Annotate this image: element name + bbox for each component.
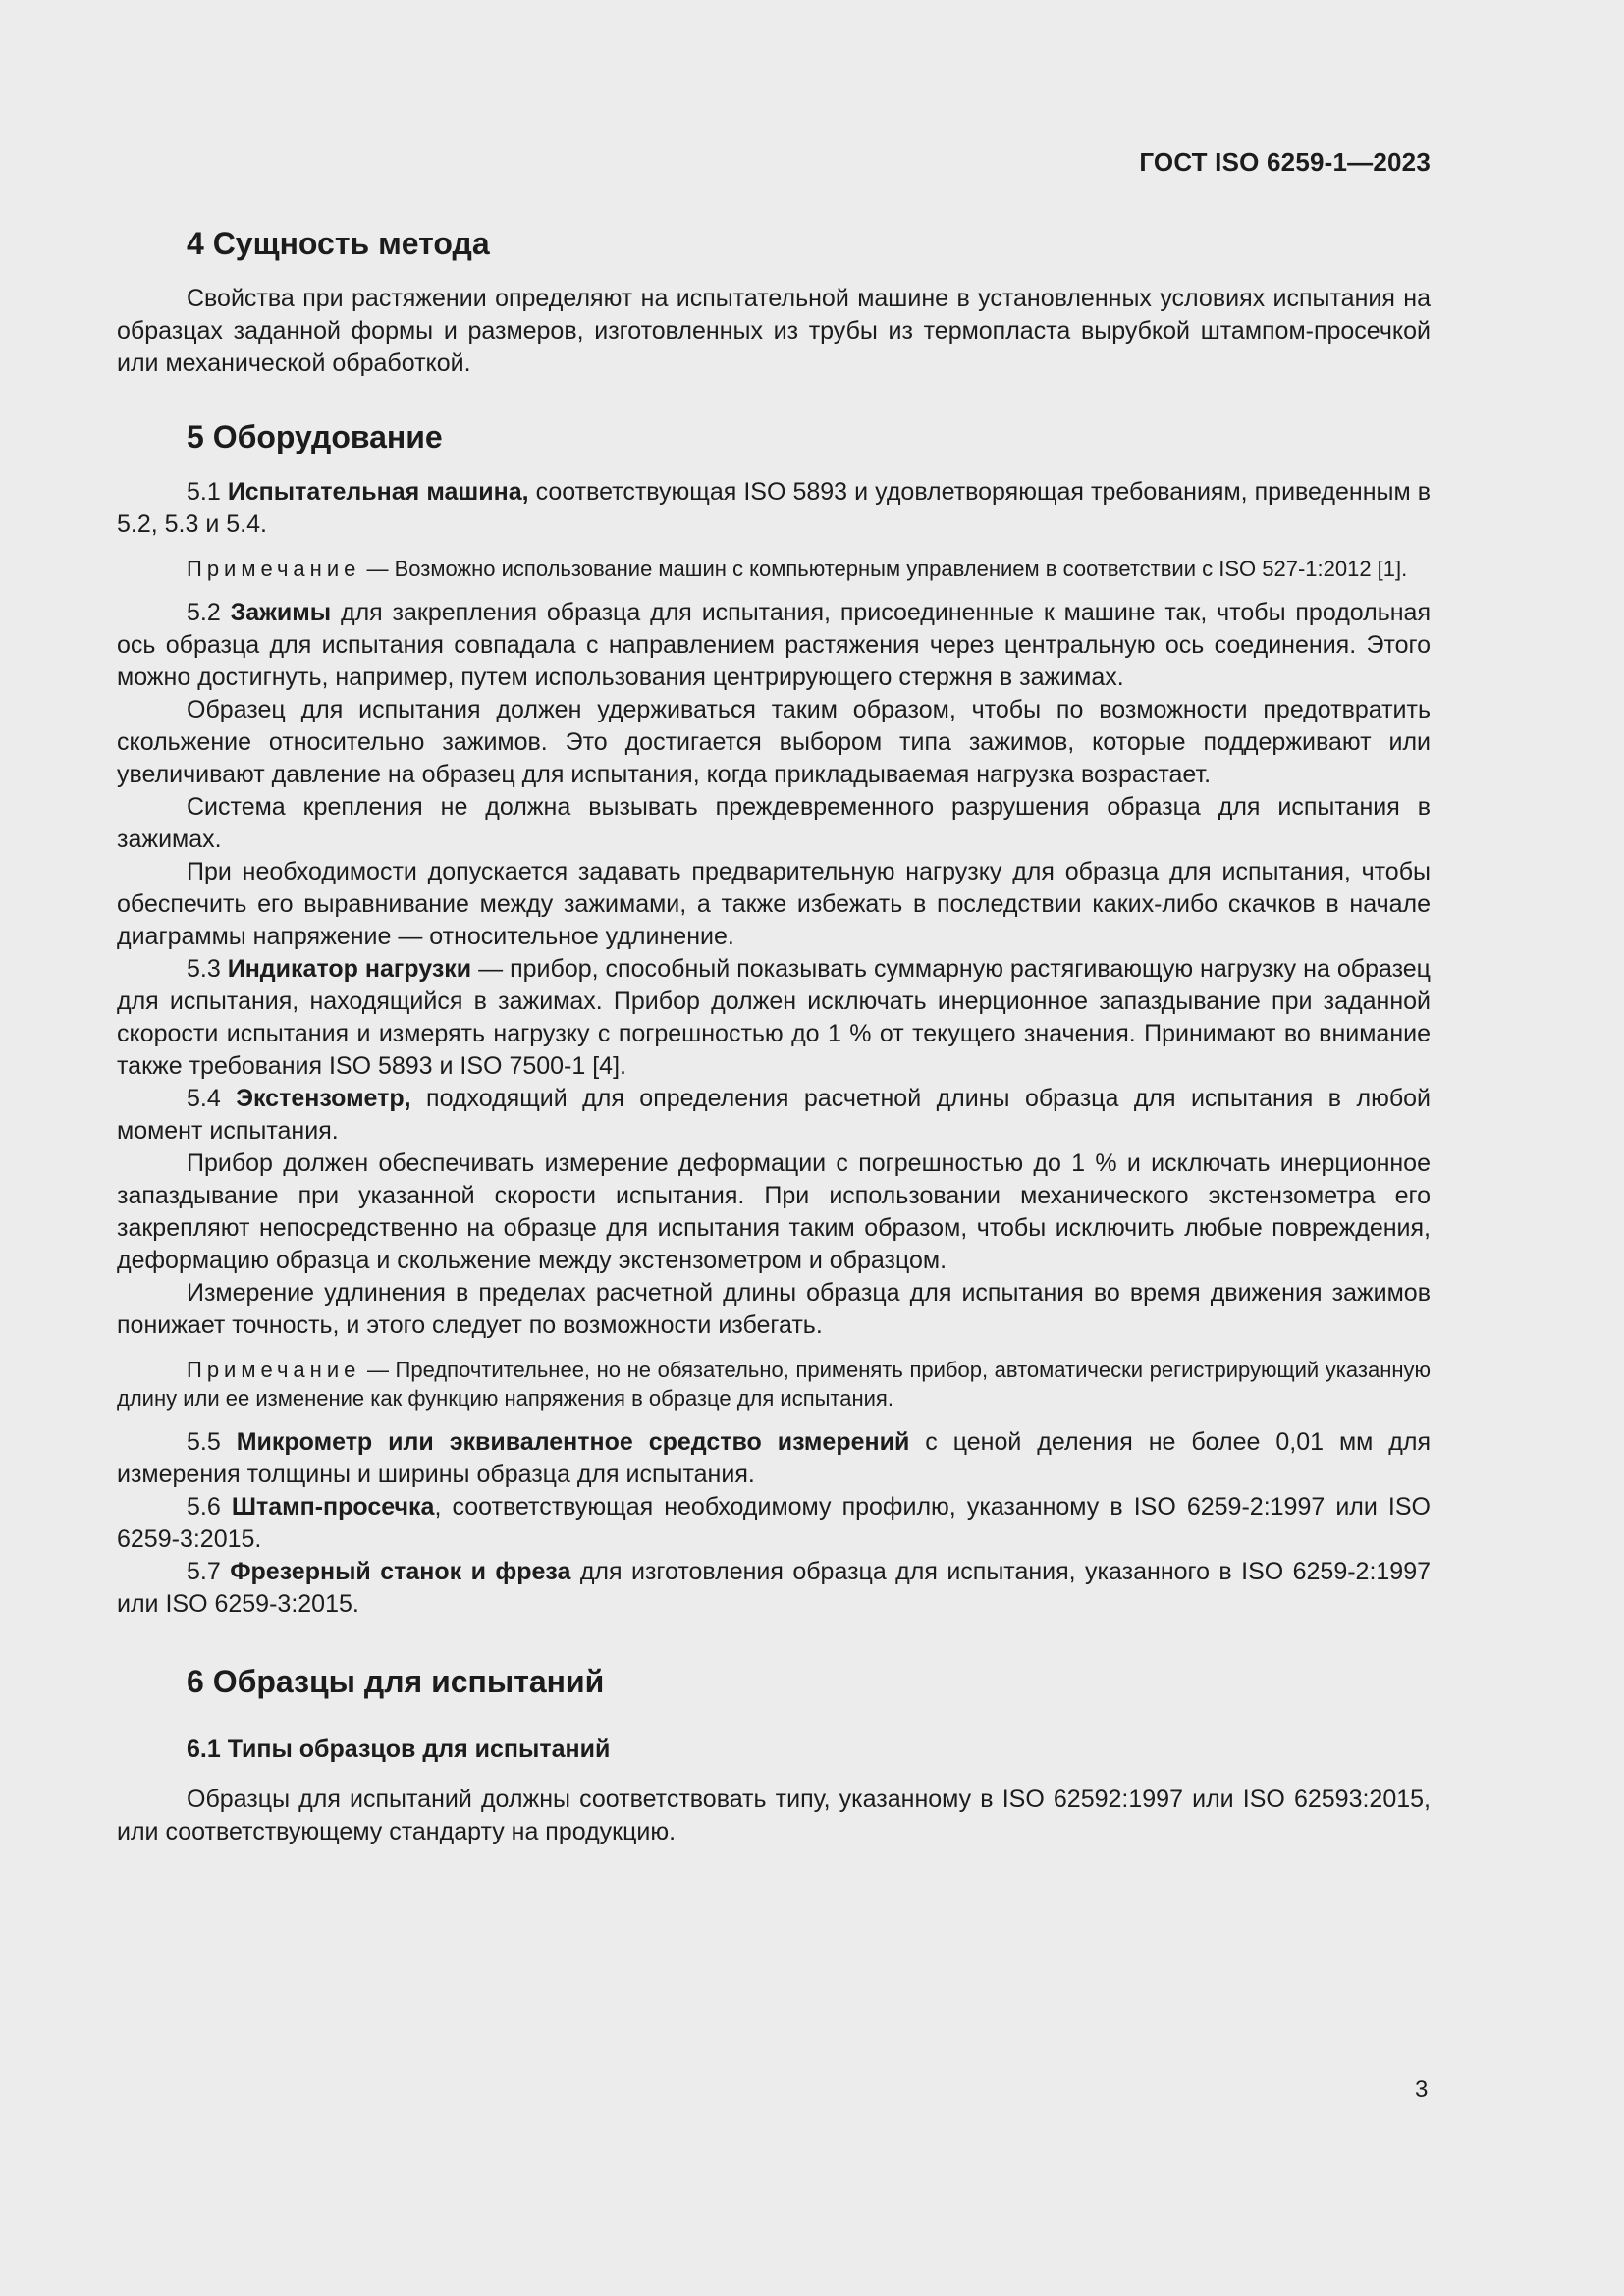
clause-number: 5.5 <box>187 1428 237 1456</box>
clause-term: Штамп-просечка <box>231 1493 435 1521</box>
clause-text: для изготовления образца для испытания, указанного в ISO 6259-2:1997 или ISO 6259-3:2015. <box>117 1558 1432 1618</box>
note-text: — Возможно использование машин с компьютерным управлением в соответствии с ISO 527-1:2012 [1]. <box>360 557 1408 581</box>
clause-text: для закрепления образца для испытания, присоединенные к машине так, чтобы продольная ось образца для испытания совпадала с направлением растяжения через центральную ось соединения. Этого можно достигнуть, например, путем использования центрирующего стержня в зажимах. <box>117 599 1431 691</box>
clause-number: 5.2 <box>187 599 231 626</box>
clause-text: подходящий для определения расчетной длины образца для испытания в любой момент испытания. <box>117 1085 1432 1145</box>
clause-term: Микрометр или эквивалентное средство измерений <box>236 1428 910 1456</box>
document-code: ГОСТ ISO 6259-1—2023 <box>1139 147 1431 177</box>
paragraph-5-6 <box>117 1491 1431 1556</box>
page-number: 3 <box>1415 2076 1429 2103</box>
clause-number: 5.3 <box>187 955 228 983</box>
clause-term: Индикатор нагрузки <box>227 955 472 983</box>
clause-number: 5.6 <box>187 1493 232 1521</box>
paragraph-5-4-c: Измерение удлинения в пределах расчетной длины образца для испытания во время движения зажимов понижает точность, и этого следует по возможности избегать. <box>117 1279 1431 1339</box>
subsection-6-1-heading: 6.1 Типы образцов для испытаний <box>187 1735 611 1763</box>
clause-text: , соответствующая необходимому профилю, указанному в ISO 6259-2:1997 или ISO 6259-3:2015. <box>117 1493 1431 1553</box>
paragraph-5-2-b: Образец для испытания должен удерживаться таким образом, чтобы по возможности предотвратить скольжение относительно зажимов. Это достигается выбором типа зажимов, которые поддерживают или увеличивают давление на образец для испытания, когда прикладываемая нагрузка возрастает. <box>117 696 1431 788</box>
clause-term: Испытательная машина, <box>227 478 529 506</box>
section-4-paragraph: Свойства при растяжении определяют на испытательной машине в установленных условиях испытания на образцах заданной формы и размеров, изготовленных из трубы из термопласта вырубкой штампом-просечкой или механической обработкой. <box>117 285 1431 377</box>
note-label: Примечание <box>187 1358 361 1382</box>
paragraph-5-3 <box>117 953 1431 1083</box>
note-label: Примечание <box>187 557 361 581</box>
clause-term: Экстензометр, <box>236 1085 411 1112</box>
note-text: — Предпочтительнее, но не обязательно, применять прибор, автоматически регистрирующий указанную длину или ее изменение как функцию напряжения в образце для испытания. <box>117 1358 1431 1411</box>
note-1 <box>117 555 1431 583</box>
clause-text: соответствующая ISO 5893 и удовлетворяющая требованиям, приведенным в 5.2, 5.3 и 5.4. <box>117 478 1431 538</box>
clause-text: с ценой деления не более 0,01 мм для измерения толщины и ширины образца для испытания. <box>117 1428 1432 1488</box>
paragraph-5-7 <box>117 1556 1431 1621</box>
paragraph-5-4 <box>117 1083 1431 1148</box>
paragraph-5-2-c: Система крепления не должна вызывать преждевременного разрушения образца для испытания в зажимах. <box>117 793 1431 853</box>
note-2 <box>117 1356 1431 1413</box>
page-content <box>117 222 1431 1848</box>
clause-term: Фрезерный станок и фреза <box>230 1558 571 1585</box>
clause-number: 5.7 <box>187 1558 231 1585</box>
paragraph-5-2 <box>117 597 1431 694</box>
clause-term: Зажимы <box>230 599 332 626</box>
clause-number: 5.1 <box>187 478 228 506</box>
section-6-1-paragraph: Образцы для испытаний должны соответствовать типу, указанному в ISO 62592:1997 или ISO 62593:2015, или соответствующему стандарту на продукцию. <box>117 1786 1431 1845</box>
paragraph-5-2-d: При необходимости допускается задавать предварительную нагрузку для образца для испытания, чтобы обеспечить его выравнивание между зажимами, а также избежать в последствии каких-либо скачков в начале диаграммы напряжение — относительное удлинение. <box>117 858 1431 950</box>
clause-number: 5.4 <box>187 1085 237 1112</box>
clause-text: — прибор, способный показывать суммарную растягивающую нагрузку на образец для испытания, находящийся в зажимах. Прибор должен исключать инерционное запаздывание при заданной скорости испытания и измерять нагрузку с погрешностью до 1 % от текущего значения. Принимают во внимание также требования ISO 5893 и ISO 7500-1 [4]. <box>117 955 1431 1080</box>
section-5-heading: 5 Оборудование <box>187 419 443 454</box>
section-4-heading: 4 Сущность метода <box>187 226 490 261</box>
paragraph-5-5 <box>117 1426 1431 1491</box>
section-6-heading: 6 Образцы для испытаний <box>187 1664 605 1699</box>
paragraph-5-4-b: Прибор должен обеспечивать измерение деформации с погрешностью до 1 % и исключать инерционное запаздывание при указанной скорости испытания. При использовании механического экстензометра его закрепляют непосредственно на образце для испытания таким образом, чтобы исключить любые повреждения, деформацию образца и скольжение между экстензометром и образцом. <box>117 1149 1431 1274</box>
paragraph-5-1 <box>117 476 1431 541</box>
